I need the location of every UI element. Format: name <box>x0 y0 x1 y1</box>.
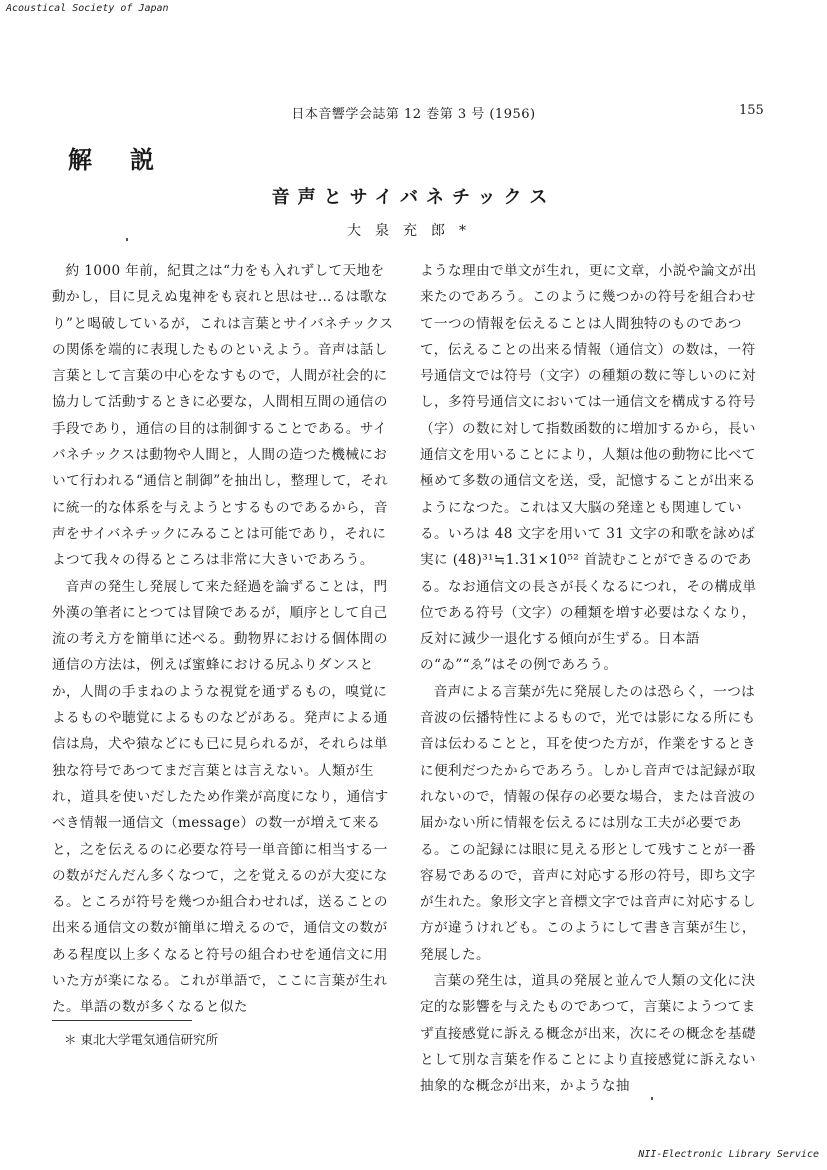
footnote: ＊ 東北大学電気通信研究所 <box>64 1032 218 1047</box>
paragraph: 約 1000 年前，紀貫之は“力をも入れずして天地を動かし，目に見えぬ鬼神をも哀れと思はせ…るは歌なり”と喝破しているが，これは言葉とサイバネチックスの関係を端的に表現したものといえよう。音声は話し言葉として言葉の中心をなすもので，人間が社会的に協力して活動するときに必要な，人間相互間の通信の手段であり，通信の目的は制御することである。サイバネチックスは動物や人間と，人間の造つた機械において行われる“通信と制御”を抽出し，整理して，それに統一的な体系を与えようとするものであるから，音声をサイバネチックにみることは可能であり，それによつて我々の得るところは非常に大きいであろう。 <box>52 263 394 569</box>
paragraph: ような理由で単文が生れ，更に文章，小説や論文が出来たのであろう。このように幾つかの符号を組合わせて一つの情報を伝えることは人間独特のものであつて，伝えることの出来る情報（通信文）の数は，一符号通信文では符号（文字）の種類の数に等しいのに対し，多符号通信文においては一通信文を構成する符号（字）の数に対して指数函数的に増加するから，長い通信文を用いることにより，人類は他の動物に比べて極めて多数の通信文を送，受，記憶することが出来るようになつた。これは又大脳の発達とも関連している。いろは 48 文字を用いて 31 文字の和歌を詠めば実に (48)³¹≒1.31×10⁵² 首読むことができるのである。なお通信文の長さが長くなるにつれ，その構成単位である符号（文字）の種類を増す必要はなくなり，反対に減少一退化する傾向が生ずる。日本語の“ゐ”“ゑ”はその例であろう。 <box>420 263 757 674</box>
journal-header: 日本音響学会誌第 12 巻第 3 号 (1956) <box>291 107 536 122</box>
left-column <box>52 258 397 1021</box>
scan-speck <box>651 1097 653 1100</box>
paragraph: 言葉の発生は，道具の発展と並んで人類の文化に決定的な影響を与えたものであつて，言葉にようつてまず直接感覚に訴える概念が出来，次にその概念を基礎として別な言葉を作ることにより直接感覚に訴えない抽象的な概念が出来，かような抽 <box>420 973 756 1095</box>
footnote-divider <box>52 1020 192 1021</box>
article-title: 音声とサイバネチックス <box>271 187 556 208</box>
watermark-top: Acoustical Society of Japan <box>6 3 169 14</box>
scan-speck <box>126 238 128 241</box>
author-name: 大泉充郎* <box>347 223 480 239</box>
watermark-bottom: NII-Electronic Library Service <box>638 1149 819 1160</box>
right-column <box>420 258 765 1100</box>
paragraph: 音声による言葉が先に発展したのは恐らく，一つは音波の伝播特性によるもので，光では影になる所にも音は伝わることと，耳を使つた方が，作業をするときに便利だつたからであろう。しかし音声では記録が取れないので，情報の保存の必要な場合，または音波の届かない所に情報を伝えるには別な工夫が必要である。この記録には眼に見える形として残すことが一番容易であるので，音声に対応する形の符号，即ち文字が生れた。象形文字と音標文字では音声に対応するし方が違うけれども。このようにして書き言葉が生じ，発展した。 <box>420 683 756 963</box>
paragraph: 音声の発生し発展して来た経過を論ずることは，門外漢の筆者にとつては冒険であるが，順序として自己流の考え方を簡単に述べる。動物界における個体間の通信の方法は，例えば蜜蜂における尻ふりダンスとか，人間の手まねのような視覚を通ずるもの，嗅覚によるものや聴覚によるものなどがある。発声による通信は鳥，犬や猿などにも已に見られるが，それらは単独な符号であつてまだ言葉とは言えない。人類が生れ，道具を使いだしたため作業が高度になり，通信すべき情報一通信文（message）の数一が増えて来ると，之を伝えるのに必要な符号一単音節に相当する一の数がだんだん多くなつて，之を覚えるのが大変になる。ところが符号を幾つか組合わせれば，送ることの出来る通信文の数が簡単に増えるので，通信文の数がある程度以上多くなると符号の組合わせを通信文に用いた方が楽になる。これが単語で，ここに言葉が生れた。単語の数が多くなると似た <box>52 578 389 1016</box>
page-number: 155 <box>739 103 764 118</box>
section-label: 解説 <box>68 146 192 174</box>
